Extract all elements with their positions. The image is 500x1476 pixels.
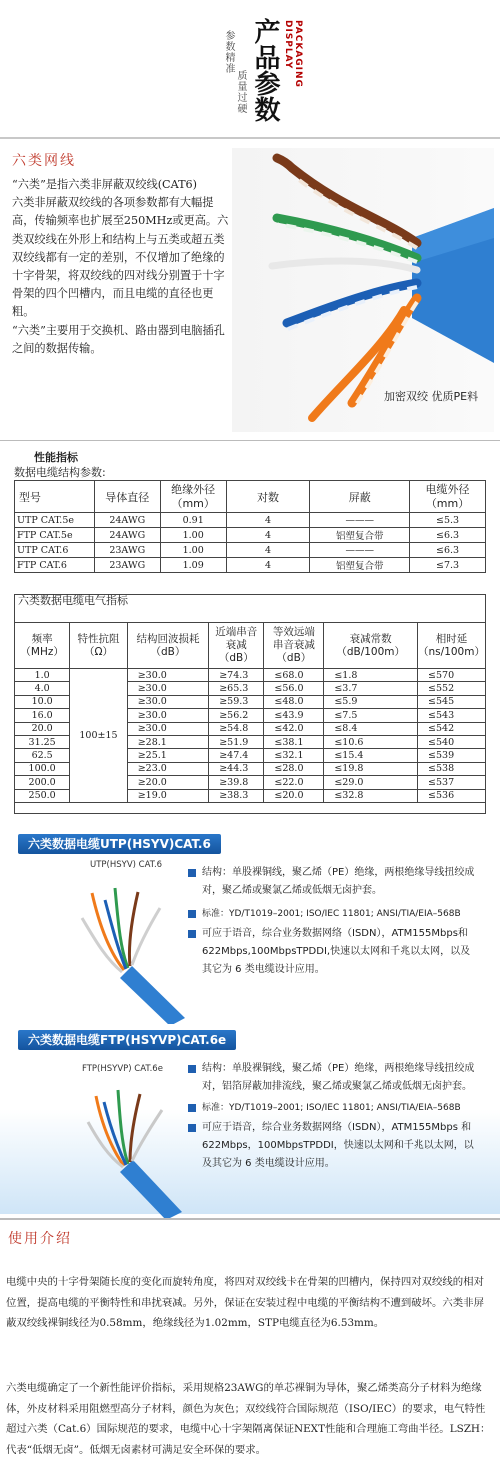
- table-header-cell: 频率 （MHz）: [15, 623, 70, 669]
- table-cell: ———: [310, 513, 410, 528]
- table-cell: ≥30.0: [127, 682, 209, 695]
- table-cell: ≤42.0: [264, 722, 324, 735]
- ftp-image-label: FTP(HSYVP) CAT.6e: [82, 1064, 163, 1074]
- table-cell: ≥74.3: [209, 669, 264, 682]
- table-cell: 4.0: [15, 682, 70, 695]
- table-row: [15, 543, 486, 558]
- table-cell: ≤38.1: [264, 735, 324, 748]
- intro-paragraph: 六类非屏蔽双绞线的各项参数都有大幅提高，传输频率也扩展至250MHz或更高。六类双绞线在外形上和结构上与五类或超五类双绞线都有一定的差别，不仅增加了绝缘的十字骨架，将双绞线的四对线分别置于十字骨架的四个凹槽内，而且电缆的直径也更粗。: [12, 196, 229, 319]
- table-cell: ≥28.1: [127, 735, 209, 748]
- table-cell: ≥65.3: [209, 682, 264, 695]
- usage-paragraph: 六类电缆确定了一个新性能评价指标，采用规格23AWG的单芯裸铜为导体，聚乙烯类高分子材料为绝缘体，外皮材料采用阻燃型高分子材料，颜色为灰色；双绞线符合国际规范（ISO/IEC）的要求，电气特性超过六类（Cat.6）国际规范的要求，电缆中心十字架隔离保证NEXT性能和合理施工弯曲半径。LSZH：代表“低烟无卤”。低烟无卤素材可满足安全环保的要求。: [6, 1382, 491, 1456]
- table-cell: 24AWG: [94, 513, 160, 528]
- table-cell: ≤43.9: [264, 709, 324, 722]
- spec-item: [188, 1119, 480, 1174]
- table-cell: ≤3.7: [324, 682, 418, 695]
- table-cell: ≤542: [418, 722, 486, 735]
- table-cell: ≤15.4: [324, 749, 418, 762]
- table-cell: ≤48.0: [264, 695, 324, 708]
- table-cell: 4: [226, 558, 310, 573]
- table-cell: ≤32.1: [264, 749, 324, 762]
- table-cell: ≥19.0: [127, 789, 209, 802]
- structure-table: [14, 480, 486, 573]
- table-cell: ≥47.4: [209, 749, 264, 762]
- table1-caption: 数据电缆结构参数:: [14, 466, 106, 479]
- table-cell: ≥44.3: [209, 762, 264, 775]
- intro-title: 六类网线: [12, 153, 76, 169]
- table-cell: 10.0: [15, 695, 70, 708]
- spec-item: [188, 905, 480, 923]
- table-header-cell: 结构回波损耗 （dB）: [127, 623, 209, 669]
- table-cell: ≤570: [418, 669, 486, 682]
- table-cell: 31.25: [15, 735, 70, 748]
- table-cell: 24AWG: [94, 528, 160, 543]
- table-cell: ≥39.8: [209, 776, 264, 789]
- table-cell: ≤6.3: [410, 528, 486, 543]
- utp-cable-illustration: [20, 858, 188, 1028]
- table-cell: ≤543: [418, 709, 486, 722]
- table-cell: 4: [226, 513, 310, 528]
- table-cell: 1.00: [160, 543, 226, 558]
- table-cell: 4: [226, 543, 310, 558]
- table-cell: ≥23.0: [127, 762, 209, 775]
- ftp-cable-image: [20, 1054, 188, 1224]
- table-header-cell: 绝缘外径 （mm）: [160, 481, 226, 513]
- header-subtitle-a: 参数精准: [223, 30, 234, 74]
- table-cell: ≥20.0: [127, 776, 209, 789]
- table-row: [15, 513, 486, 528]
- electrical-table: [14, 622, 486, 803]
- table-cell: ≤68.0: [264, 669, 324, 682]
- intro-text: [12, 176, 234, 358]
- table-cell: ≥30.0: [127, 722, 209, 735]
- bullet-square-icon: [188, 910, 196, 918]
- table-cell: 62.5: [15, 749, 70, 762]
- table-cell: ≤536: [418, 789, 486, 802]
- spec-item: [188, 1060, 480, 1097]
- table-header-cell: 近端串音衰减 （dB）: [209, 623, 264, 669]
- table-cell: 200.0: [15, 776, 70, 789]
- table-cell: ———: [310, 543, 410, 558]
- ftp-banner: 六类数据电缆FTP(HSYVP)CAT.6e: [18, 1030, 236, 1050]
- table-cell: ≥54.8: [209, 722, 264, 735]
- table-header-cell: 特性抗阻 （Ω）: [70, 623, 127, 669]
- table-cell: UTP CAT.5e: [15, 513, 95, 528]
- spec-item: [188, 925, 480, 980]
- bullet-square-icon: [188, 930, 196, 938]
- performance-title: 性能指标: [34, 451, 78, 464]
- bullet-square-icon: [188, 1065, 196, 1073]
- table-cell: 1.09: [160, 558, 226, 573]
- table-cell: 250.0: [15, 789, 70, 802]
- table-cell: 0.91: [160, 513, 226, 528]
- table-cell: ≤539: [418, 749, 486, 762]
- table-cell: 4: [226, 528, 310, 543]
- table-cell: UTP CAT.6: [15, 543, 95, 558]
- usage-divider: [0, 1218, 500, 1220]
- table-header-row: [15, 623, 486, 669]
- table-cell: ≤32.8: [324, 789, 418, 802]
- ftp-spec-list: [188, 1060, 480, 1174]
- bullet-square-icon: [188, 869, 196, 877]
- table-cell: ≤5.3: [410, 513, 486, 528]
- table-cell: ≤538: [418, 762, 486, 775]
- table-cell: ≤10.6: [324, 735, 418, 748]
- table-cell: ≤552: [418, 682, 486, 695]
- photo-caption: 加密双绞 优质PE料: [384, 390, 479, 403]
- table-cell: ≤545: [418, 695, 486, 708]
- table-row: [15, 669, 486, 682]
- table-cell: FTP CAT.5e: [15, 528, 95, 543]
- table-header-cell: 相时延 （ns/100m）: [418, 623, 486, 669]
- table-cell: ≤22.0: [264, 776, 324, 789]
- table-cell: ≤8.4: [324, 722, 418, 735]
- spec-text: 可应于语音，综合业务数据网络（ISDN），ATM155Mbps 和 622Mbps，100MbpsTPDDI，快速以太网和千兆以太网，以及其它为 6 类电缆设计应用。: [202, 1121, 474, 1170]
- spec-text: 结构：单股裸铜线，聚乙烯（PE）绝缘，两根绝缘导线扭绞成对，聚乙烯或聚氯乙烯或低烟无卤护套。: [202, 867, 475, 897]
- table-cell: ≤1.8: [324, 669, 418, 682]
- table-cell: 16.0: [15, 709, 70, 722]
- utp-spec-list: [188, 864, 480, 980]
- spec-item: [188, 1099, 480, 1117]
- table-cell: ≤6.3: [410, 543, 486, 558]
- ftp-product: [20, 1054, 480, 1224]
- table-cell: ≥59.3: [209, 695, 264, 708]
- utp-image-label: UTP(HSYV) CAT.6: [90, 860, 163, 870]
- spec-text: 可应于语音，综合业务数据网络（ISDN），ATM155Mbps和 622Mbps,100MbpsTPDDI,快速以太网和千兆以太网，以及其它为 6 类电缆设计应用。: [202, 927, 471, 976]
- impedance-cell: 100±15: [70, 669, 127, 803]
- table-cell: ≥56.2: [209, 709, 264, 722]
- utp-cable-image: [20, 858, 188, 1028]
- page-title: 产品参数: [250, 18, 280, 122]
- spec-text: 结构：单股裸铜线，聚乙烯（PE）绝缘，两根绝缘导线扭绞成对，铝箔屏蔽加排流线，聚乙烯或聚氯乙烯或低烟无卤护套。: [202, 1063, 475, 1093]
- table-cell: 1.00: [160, 528, 226, 543]
- table-cell: ≥25.1: [127, 749, 209, 762]
- table-cell: ≤540: [418, 735, 486, 748]
- spec-text: 标准：YD/T1019–2001; ISO/IEC 11801; ANSI/TIA/EIA–568B: [202, 908, 461, 919]
- table-cell: 铝塑复合带: [310, 528, 410, 543]
- table-cell: ≤28.0: [264, 762, 324, 775]
- table-cell: ≥51.9: [209, 735, 264, 748]
- spec-text: 标准：YD/T1019–2001; ISO/IEC 11801; ANSI/TIA/EIA–568B: [202, 1102, 461, 1113]
- header-subtitle-b: 质量过硬: [235, 70, 246, 114]
- table-header-cell: 对数: [226, 481, 310, 513]
- usage-paragraph: 电缆中央的十字骨架随长度的变化而旋转角度，将四对双绞线卡在骨架的凹槽内，保持四对双绞线的相对位置，提高电缆的平衡特性和串扰衰减。另外，保证在安装过程中电缆的平衡结构不遭到破坏。六类非屏蔽双绞线裸铜线径为0.58mm，绝缘线径为1.02mm，STP电缆直径为6.53mm。: [6, 1276, 484, 1330]
- table-cell: FTP CAT.6: [15, 558, 95, 573]
- table-header-cell: 等效远端串音衰减 （dB）: [264, 623, 324, 669]
- table-cell: 23AWG: [94, 543, 160, 558]
- table-cell: ≥30.0: [127, 709, 209, 722]
- table-cell: ≤56.0: [264, 682, 324, 695]
- table-row: [15, 528, 486, 543]
- table-cell: 20.0: [15, 722, 70, 735]
- usage-title: 使用介绍: [8, 1231, 72, 1247]
- table-cell: ≤20.0: [264, 789, 324, 802]
- ftp-cable-illustration: [20, 1054, 188, 1224]
- intro-paragraph: “六类”是指六类非屏蔽双绞线(CAT6): [12, 178, 198, 191]
- table-cell: ≤537: [418, 776, 486, 789]
- utp-banner: 六类数据电缆UTP(HSYV)CAT.6: [18, 834, 221, 854]
- table2-caption: 六类数据电缆电气指标: [18, 594, 128, 607]
- table-header-cell: 导体直径: [94, 481, 160, 513]
- table-header-cell: 型号: [15, 481, 95, 513]
- table-row: [15, 558, 486, 573]
- table-header-row: [15, 481, 486, 513]
- bullet-square-icon: [188, 1104, 196, 1112]
- page-header: [0, 0, 500, 140]
- section-divider: [0, 440, 500, 441]
- table-cell: ≤7.3: [410, 558, 486, 573]
- table-cell: ≤7.5: [324, 709, 418, 722]
- table-cell: 23AWG: [94, 558, 160, 573]
- table-header-cell: 屏蔽: [310, 481, 410, 513]
- intro-paragraph: “六类”主要用于交换机、路由器到电脑插孔之间的数据传输。: [12, 323, 225, 355]
- table-cell: 铝塑复合带: [310, 558, 410, 573]
- utp-product: [20, 858, 480, 1028]
- table-cell: ≤29.0: [324, 776, 418, 789]
- header-english-title: PACKAGING DISPLAY: [283, 20, 303, 88]
- table-cell: ≥30.0: [127, 669, 209, 682]
- table-cell: 100.0: [15, 762, 70, 775]
- table-cell: ≥30.0: [127, 695, 209, 708]
- table-cell: 1.0: [15, 669, 70, 682]
- header-divider: [0, 137, 500, 139]
- table-cell: ≤5.9: [324, 695, 418, 708]
- table-header-cell: 电缆外径 （mm）: [410, 481, 486, 513]
- spec-item: [188, 864, 480, 901]
- table-cell: ≥38.3: [209, 789, 264, 802]
- cable-photo: [232, 148, 494, 432]
- table-header-cell: 衰减常数 （dB/100m）: [324, 623, 418, 669]
- bullet-square-icon: [188, 1124, 196, 1132]
- table-cell: ≤19.8: [324, 762, 418, 775]
